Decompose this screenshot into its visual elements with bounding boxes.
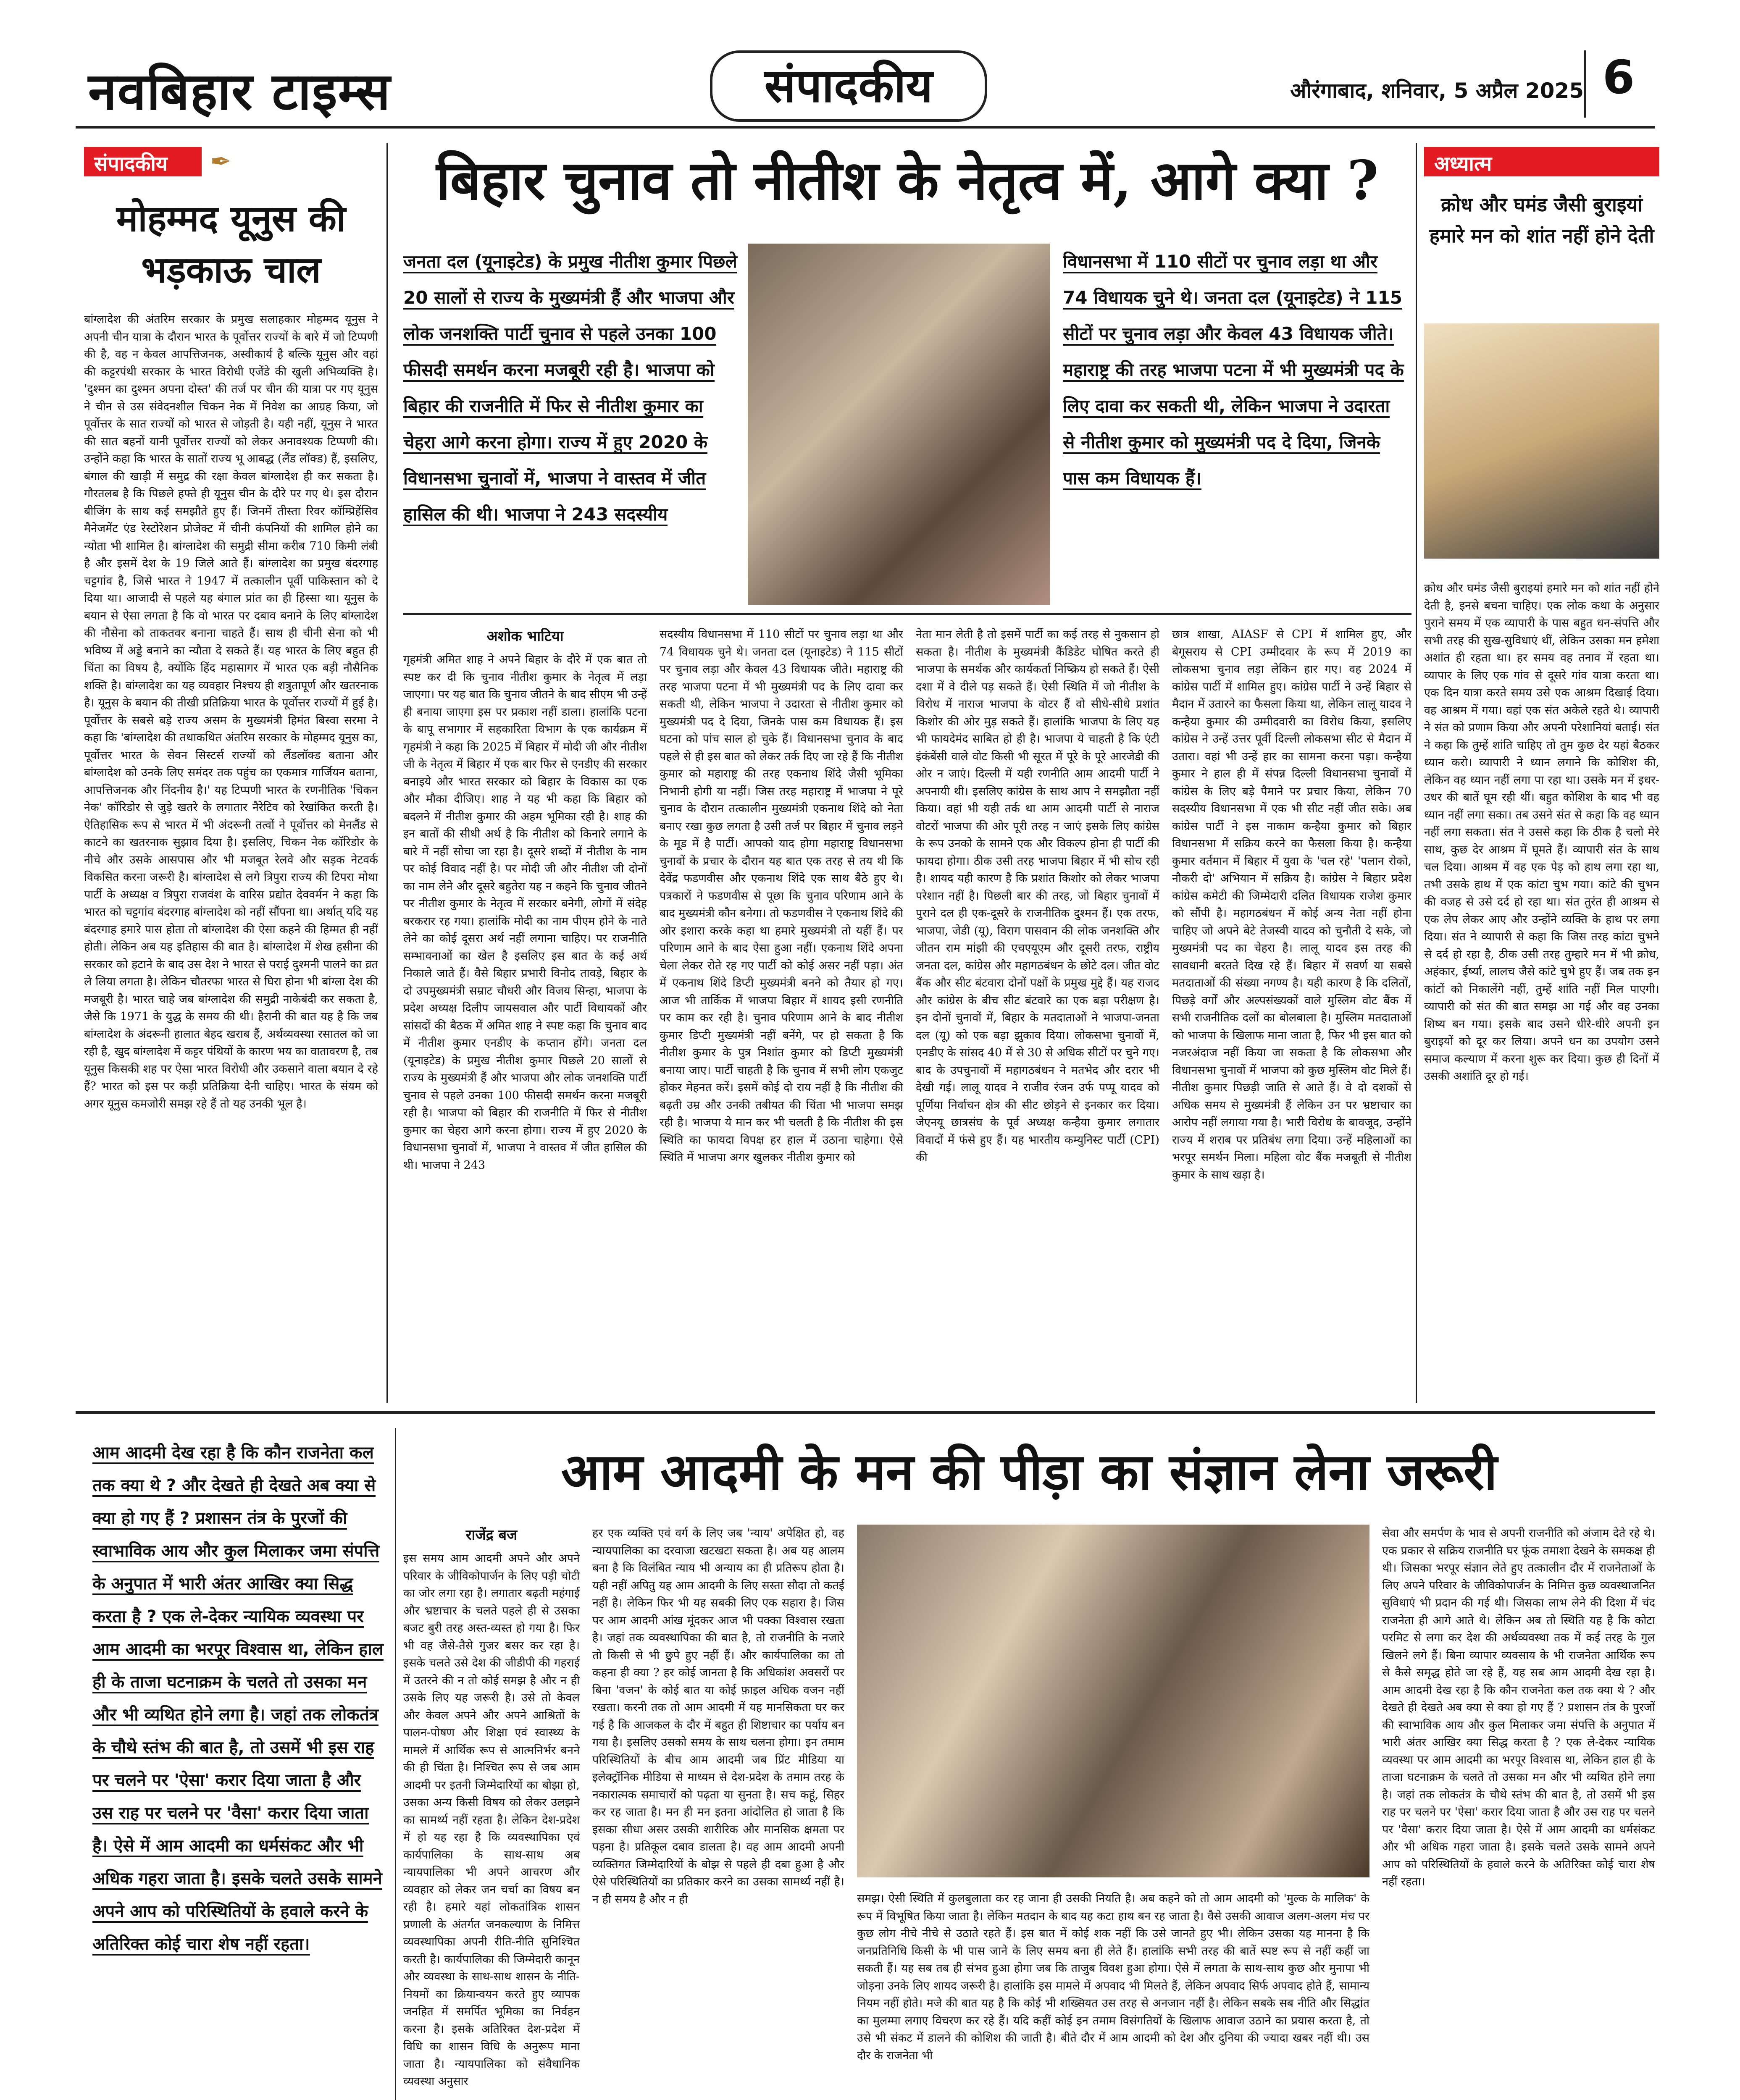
masthead-rule (76, 126, 1655, 129)
adhyatm-column (1424, 143, 1659, 1403)
main-headline: बिहार चुनाव तो नीतीश के नेतृत्व में, आगे क्या ? (436, 149, 1379, 212)
second-col-2: हर एक व्यक्ति एवं वर्ग के लिए जब 'न्याय' अपेक्षित हो, वह न्यायपालिका का दरवाजा खटखटा सकता है। अब यह आलम बना है कि विलंबित न्याय भी अन्याय का ही प्रतिरूप होता है। यही नहीं अपितु यह आम आदमी के लिए सस्ता सौदा तो कतई नहीं है। लेकिन फिर भी यह सबकी लिए एक सहारा है। जिस पर आम आदमी आंख मूंदकर आज भी पक्का विश्वास रखता है। जहां तक व्यवस्थापिका की बात है, तो राजनीति के नजारे तो किसी से भी छुपे हुए नहीं हैं। और कार्यपालिका का तो कहना ही क्या ? हर कोई जानता है कि अधिकांश अवसरों पर बिना 'वजन' के कोई बात या कोई फ़ाइल अधिक वजन नहीं रखता। करनी तक तो आम आदमी में यह मानसिकता घर कर गई है कि आजकल के दौर में बहुत ही शिष्टाचार का पर्याय बन गया है। इसलिए उसको समय के साथ चलना होगा। इन तमाम परिस्थितियों के बीच आम आदमी जब प्रिंट मीडिया या इलेक्ट्रॉनिक मीडिया से माध्यम से देश-प्रदेश के तमाम तरह के नकारात्मक समाचारों को पढ़ता या सुनता है। सच कहूं, सिहर कर रह जाता है। मन ही मन इतना आंदोलित हो जाता है कि इसका सीधा असर उसकी शारीरिक और मानसिक क्षमता पर पड़ना है। प्रतिकूल दबाव डालता है। वह आम आदमी अपनी व्यक्तिगत जिम्मेदारियों के बोझ से पहले ही दबा हुआ है और ऐसे परिस्थितियों का प्रतिकार करने का उसका सामर्थ्य नहीं है। न ही समय है और न ही (592, 1527, 844, 1906)
right-column-divider (1416, 143, 1417, 1403)
editorial-body: बांग्लादेश की अंतरिम सरकार के प्रमुख सलाहकार मोहम्मद यूनुस ने अपनी चीन यात्रा के दौरान भारत के पूर्वोत्तर राज्यों के बारे में जो टिप्पणी की है, वह न केवल आपत्तिजनक, अस्वीकार्य है बल्कि यूनुस और वहां की कट्टरपंथी सरकार के भारत विरोधी एजेंडे की खुली अभिव्यक्ति है। 'दुश्मन का दुश्मन अपना दोस्त' की तर्ज पर चीन की यात्रा पर गए यूनुस ने चीन से उस संवेदनशील चिकन नेक में निवेश का आग्रह किया, जो पूर्वोत्तर के सात राज्यों को भारत से जोड़ती है। यही नहीं, यूनुस ने भारत की सात बहनों यानी पूर्वोत्तर राज्यों को लेकर अनावश्यक टिप्पणी की। उन्होंने कहा कि भारत के सातों राज्य भू आबद्ध (लैंड लॉक्ड) हैं, इसलिए, बंगाल की खाड़ी में समुद्र की रक्षा केवल बांग्लादेश ही कर सकता है। गौरतलब है कि पिछले हफ्ते ही यूनुस चीन के दौरे पर गए थे। इस दौरान बीजिंग के साथ कई समझौते हुए हैं। जिनमें तीस्ता रिवर कॉम्प्रिहेंसिव मैनेजमेंट एंड रेस्टोरेशन प्रोजेक्ट में चीनी कंपनियों की शामिल होने का न्योता भी शामिल है। बांग्लादेश की समुद्री सीमा करीब 710 किमी लंबी है और इसमें देश के 19 जिले आते हैं। बांग्लादेश का प्रमुख बंदरगाह चट्टगांव है, जिसे भारत ने 1947 में तत्कालीन पूर्वी पाकिस्तान को दे दिया था। आजादी से पहले यह बंगाल प्रांत का ही हिस्सा था। यूनुस के बयान से ऐसा लगता है कि वो भारत पर दबाव बनाने के लिए बांग्लादेश की नौसेना को ताकतवर बनाना चाहते हैं। साथ ही चीनी सेना को भी भविष्य में अड्डे बनाने का न्यौता दे सकते हैं। यह भारत के लिए बहुत ही चिंता का विषय है, क्योंकि हिंद महासागर में भारत एक बड़ी नौसैनिक शक्ति है। बांग्लादेश का यह व्यवहार निश्चय ही शत्रुतापूर्ण और खतरनाक है। यूनुस के बयान की तीखी प्रतिक्रिया भारत के पूर्वोत्तर राज्यों में हुई है। पूर्वोत्तर के सबसे बड़े राज्य असम के मुख्यमंत्री हिमंत बिस्वा सरमा ने कहा कि 'बांग्लादेश की तथाकथित अंतरिम सरकार के मोहम्मद यूनुस का, पूर्वोत्तर भारत के सेवन सिस्टर्स राज्यों को लैंडलॉक्ड बताना और बांग्लादेश को उनके लिए समंदर तक पहुंच का एकमात्र गार्जियन बताना, आपत्तिजनक और निंदनीय है।' यह टिप्पणी भारत के रणनीतिक 'चिकन नेक' कॉरिडोर से जुड़े खतरे के लगातार नैरेटिव को रेखांकित करती है। ऐतिहासिक रूप से भारत में भी अंदरूनी तत्वों ने पूर्वोत्तर को मेनलैंड से काटने का खतरनाक सुझाव दिया है। इसलिए, चिकन नेक कॉरिडोर के नीचे और उसके आसपास और भी मजबूत रेलवे और सड़क नेटवर्क विकसित करना जरूरी है। बांग्लादेश से लगे त्रिपुरा राज्य की टिपरा मोथा पार्टी के अध्यक्ष व त्रिपुरा राजवंश के वारिस प्रद्योत देववर्मन ने कहा कि भारत को चट्टगांव बंदरगाह बांग्लादेश को नहीं सौंपना था। अर्थात् यदि यह बंदरगाह हमारे पास होता तो बांग्लादेश की ऐसा कहने की हिम्मत ही नहीं होती। लेकिन अब यह इतिहास की बात है। बांग्लादेश में शेख हसीना की सरकार को हटाने के बाद उस देश ने भारत से पराई दुश्मनी पालने का व्रत ले लिया लगता है। लेकिन चौतरफा भारत से घिरा होना भी बांग्ला देश की मजबूरी है। भारत चाहे जब बांग्लादेश की समुद्री नाकेबंदी कर सकता है, जैसे कि 1971 के युद्ध के समय की थी। हैरानी की बात यह है कि जब बांग्लादेश के अंदरूनी हालात बेहद खराब हैं, अर्थव्यवस्था रसातल को जा रही है, खुद बांग्लादेश में कट्टर पंथियों के कारण भय का वातावरण है, तब यूनुस किसकी शह पर ऐसा भारत विरोधी और उकसाने वाला बयान दे रहे हैं? भारत को इस पर कड़ी प्रतिक्रिया देनी चाहिए। भारत के संयम को अगर यूनुस कमजोरी समझ रहे हैं तो यह उनकी भूल है। (84, 313, 378, 1110)
editorial-label: संपादकीय (84, 147, 202, 176)
pen-icon: ✒ (210, 147, 231, 176)
photo-market-crowd (857, 1525, 1369, 1877)
second-col-4: सेवा और समर्पण के भाव से अपनी राजनीति को अंजाम देते रहे थे। एक प्रकार से सक्रिय राजनीति घर फूंक तमाशा देखने के समकक्ष ही थी। जिसका भरपूर संज्ञान लेते हुए तत्कालीन दौर में राजनेताओं के लिए अपने परिवार के जीविकोपार्जन के निमित्त कुछ व्यवस्थाजनित सुविधाएं भी प्रदान की गई थी। जिसका लाभ लेने की दिशा में चंद राजनेता ही आगे आते थे। लेकिन अब तो स्थिति यह है कि कोटा परमिट से लगा कर देश की अर्थव्यवस्था तक में कई तरह के गुल खिलने लगे हैं। बिना व्यापार व्यवसाय के भी राजनेता आर्थिक रूप से कैसे समृद्ध होते जा रहे हैं, यह सब आम आदमी देख रहा है। आम आदमी देख रहा है कि कौन राजनेता कल तक क्या थे ? और देखते ही देखते अब क्या से क्या हो गए हैं ? प्रशासन तंत्र के पुरजों की स्वाभाविक आय और कुल मिलाकर जमा संपत्ति के अनुपात में भारी अंतर आखिर क्या सिद्ध करता है ? एक ले-देकर न्यायिक व्यवस्था पर आम आदमी का भरपूर विश्वास था, लेकिन हाल ही के ताजा घटनाक्रम के चलते तो उसका मन और भी व्यथित होने लगा है। जहां तक लोकतंत्र के चौथे स्तंभ की बात है, तो उसमें भी इस राह पर चलने पर 'ऐसा' करार दिया जाता है और उस राह पर चलने पर 'वैसा' करार दिया जाता है। ऐसे में आम आदमी का धर्मसंकट और भी अधिक गहरा जाता है। इसके चलते उसके सामने अपने आप को परिस्थितियों के हवाले करने के अतिरिक्त कोई चारा शेष नहीं रहता। (1382, 1527, 1655, 1888)
photo-sage (1424, 323, 1659, 559)
main-col-1: गृहमंत्री अमित शाह ने अपने बिहार के दौरे में एक बात तो स्पष्ट कर दी कि चुनाव नीतीश कुमार के नेतृत्व में लड़ा जाएगा। पर यह बात कि चुनाव जीतने के बाद सीएम भी उन्हें ही बनाया जाएगा इस पर प्रकाश नहीं डाला। हालांकि पटना के बापू सभागार में सहकारिता विभाग के एक कार्यक्रम में गृहमंत्री ने कहा कि 2025 में बिहार में मोदी जी और नीतीश जी के नेतृत्व में बिहार में एक बार फिर से एनडीए की सरकार बनाइये और भारत सरकार को बिहार के विकास का एक और मौका दीजिए। शाह ने यह भी कहा कि बिहार को बदलने में नीतीश कुमार की अहम भूमिका रही है। शाह की इन बातों की सीधी अर्थ है कि नीतीश को किनारे लगाने के बारे में नहीं सोचा जा रहा है। दूसरे शब्दों में नीतीश के नाम पर कोई विवाद नहीं है। पर मोदी जी और नीतीश जी दोनों का नाम लेने और दूसरे बहुतेरा यह न कहने कि चुनाव जीतने पर नीतीश कुमार के नेतृत्व में सरकार बनेगी, लोगों में संदेह बरकरार रह गया। हालांकि मोदी का नाम पीएम होने के नाते लेने का कोई दूसरा अर्थ नहीं लगाना चाहिए। पर राजनीति सम्भावनाओं का खेल है इसलिए इस बात के कई अर्थ निकाले जाते हैं। वैसे बिहार प्रभारी विनोद तावड़े, बिहार के दो उपमुख्यमंत्री सम्राट चौधरी और विजय सिन्हा, भाजपा के प्रदेश अध्यक्ष दिलीप जायसवाल और पार्टी विधायकों और सांसदों की बैठक में अमित शाह ने स्पष्ट कहा कि चुनाव बाद में नीतीश कुमार एनडीए के कप्तान होंगे। जनता दल (यूनाइटेड) के प्रमुख नीतीश कुमार पिछले 20 सालों से राज्य के मुख्यमंत्री हैं और भाजपा और लोक जनशक्ति पार्टी चुनाव से पहले उनका 100 फीसदी समर्थन करना मजबूरी रही है। भाजपा को बिहार की राजनीति में फिर से नीतीश कुमार का चेहरा आगे करना होगा। राज्य में हुए 2020 के विधानसभा चुनावों में, भाजपा ने वास्तव में जीत हासिल की थी। भाजपा ने 243 (403, 653, 647, 1172)
main-col-4: छात्र शाखा, AIASF से CPI में शामिल हुए, और बेगूसराय से CPI उम्मीदवार के रूप में 2019 का लोकसभा चुनाव लड़ा लेकिन हार गए। वह 2024 में कांग्रेस पार्टी में शामिल हुए। कांग्रेस पार्टी ने उन्हें बिहार से मैदान में उतारने का फैसला किया था, लेकिन लालू यादव ने कन्हैया कुमार की उम्मीदवारी का विरोध किया, इसलिए कांग्रेस ने उन्हें उत्तर पूर्वी दिल्ली लोकसभा सीट से मैदान में उतारा। वहां भी उन्हें हार का सामना करना पड़ा। कन्हैया कुमार ने हाल ही में संपन्न दिल्ली विधानसभा चुनावों में कांग्रेस के लिए बड़े पैमाने पर प्रचार किया, लेकिन 70 सदस्यीय विधानसभा में एक भी सीट नहीं जीत सके। अब कांग्रेस पार्टी ने इस नाकाम कन्हैया कुमार को बिहार विधानसभा में सक्रिय करने का फैसला किया है। कन्हैया कुमार वर्तमान में बिहार में युवा के 'चल रहे' 'पलान रोको, नौकरी दो' अभियान में सक्रिय है। कांग्रेस ने बिहार प्रदेश कांग्रेस कमेटी की जिम्मेदारी दलित विधायक राजेश कुमार को सौंपी है। महागठबंधन में कोई अन्य नेता नहीं होना चाहिए जो अपने बेटे तेजस्वी यादव को चुनौती दे सके, जो मुख्यमंत्री पद का चेहरा है। लालू यादव इस तरह की सावधानी बरतते दिख रहे हैं। बिहार में सवर्ण या सबसे मतदाताओं की संख्या नगण्य है। यही कारण है कि दलितों, पिछड़े वर्गों और अल्पसंख्यकों वाले मुस्लिम वोट बैंक में सभी राजनीतिक दलों का बोलबाला है। मुस्लिम मतदाताओं को भाजपा के खिलाफ माना जाता है, फिर भी इस बात को नजरअंदाज नहीं किया जा सकता है कि लोकसभा और विधानसभा चुनावों में भाजपा को कुछ मुस्लिम वोट मिले हैं। नीतीश कुमार पिछड़ी जाति से आते हैं। वे दो दशकों से अधिक समय से मुख्यमंत्री हैं लेकिन उन पर भ्रष्टाचार का आरोप नहीं लगाया गया है। भारी विरोध के बावजूद, उन्होंने राज्य में शराब पर प्रतिबंध लगा दिया। उन्हें महिलाओं का भरपूर समर्थन मिला। महिला वोट बैंक मजबूती से नीतीश कुमार के साथ खड़ा है। (1172, 628, 1411, 1181)
second-byline: राजेंद्र बज (465, 1527, 518, 1544)
main-col-2: सदस्यीय विधानसभा में 110 सीटों पर चुनाव लड़ा था और 74 विधायक चुने थे। जनता दल (यूनाइटेड) ने 115 सीटों पर चुनाव लड़ा और केवल 43 विधायक जीते। महाराष्ट्र की तरह भाजपा पटना में भी मुख्यमंत्री पद के लिए दावा कर सकती थी, लेकिन भाजपा ने उदारता से नीतीश कुमार को मुख्यमंत्री पद दे दिया, जिनके पास कम विधायक हैं। इस घटना को पांच साल हो चुके हैं। विधानसभा चुनाव के बाद पहले से ही इस बात को लेकर तर्क दिए जा रहे हैं कि नीतीश कुमार को महाराष्ट्र की तरह एकनाथ शिंदे जैसी भूमिका निभानी होगी या नहीं। जिस तरह महाराष्ट्र में भाजपा ने पूरे चुनाव के दौरान तत्कालीन मुख्यमंत्री एकनाथ शिंदे को नेता बनाए रखा कुछ लगता है उसी तर्ज पर बिहार में चुनाव लड़ने के मूड में है पार्टी। आपको याद होगा महाराष्ट्र विधानसभा चुनावों के प्रचार के दौरान यह बात एक तरह से तय थी कि देवेंद्र फडणवीस और एकनाथ शिंदे एक साथ बैठे हुए थे। पत्रकारों ने फडणवीस से पूछा कि चुनाव परिणाम आने के बाद मुख्यमंत्री कौन बनेगा। तो फडणवीस ने एकनाथ शिंदे की ओर इशारा करके कहा था हमारे मुख्यमंत्री तो यहीं हैं। पर परिणाम आने के बाद ऐसा हुआ नहीं। एकनाथ शिंदे अपना चेला लेकर रोते रह गए पार्टी को कोई असर नहीं पड़ा। अंत में एकनाथ शिंदे डिप्टी मुख्यमंत्री बनने को तैयार हो गए। आज भी तार्किक में भाजपा बिहार में शायद इसी रणनीति पर काम कर रही है। चुनाव परिणाम आने के बाद नीतीश कुमार डिप्टी मुख्यमंत्री नहीं बनेंगे, पर हो सकता है कि नीतीश कुमार के पुत्र निशांत कुमार को डिप्टी मुख्यमंत्री बनाया जाए। पार्टी चाहती है कि चुनाव में सभी लोग एकजुट होकर मेहनत करें। इसमें कोई दो राय नहीं है कि नीतीश की बढ़ती उम्र और उनकी तबीयत की चिंता भी भाजपा समझ रही है। भाजपा ये मान कर भी चलती है कि नीतीश की इस स्थिति का फायदा विपक्ष हर हाल में उठाना चाहेगा। ऐसे स्थिति में भाजपा अगर खुलकर नीतीश कुमार को (660, 628, 903, 1164)
section-rule-mid (76, 1411, 1655, 1414)
adhyatm-label: अध्यात्म (1424, 147, 1659, 176)
main-quote-rule (403, 613, 1411, 615)
second-col-3: समझ। ऐसी स्थिति में कुलबुलाता कर रह जाना ही उसकी नियति है। अब कहने को तो आम आदमी को 'मुल्क के मालिक' के रूप में विभूषित किया जाता है। लेकिन मतदान के बाद यह कटा हाथ बन रह जाता है। वैसे उसकी आवाज अलग-अलग मंच पर कुछ लोग नीचे नीचे से उठाते रहते हैं। इस बात में कोई शक नहीं कि उसे जानते हुए भी। लेकिन उसका यह मानना है कि जनप्रतिनिधि किसी के भी पास जाने के लिए समय बना ही लेते हैं। हालांकि सभी तरह की बातें स्पष्ट रूप से नहीं कहीं जा सकती हैं। यह सब तब ही संभव हुआ होगा जब कि ताजुब विवश हुआ होगा। ऐसे में लगता के साथ-साथ कुछ और मुनापा भी जोड़ना उनके लिए शायद जरूरी है। हालांकि इस मामले में अपवाद भी मिलते हैं, लेकिन अपवाद सिर्फ अपवाद होते हैं, सामान्य नियम नहीं होते। मजे की बात यह है कि कोई भी शख्सियत उस तरह से अनजान नहीं है। लेकिन सबके सब नीति और सिद्धांत का मुलम्मा लगाए विचरण कर रहे हैं। यदि कहीं कोई इन तमाम विसंगतियों के खिलाफ आवाज उठाने का प्रयास करता है, तो उसे भी संकट में डालने की कोशिश की जाती है। बीते दौर में आम आदमी को देश और दुनिया की ज्यादा खबर नहीं थी। उस दौर के राजनेता भी (857, 1892, 1369, 2062)
main-byline: अशोक भाटिया (486, 628, 564, 645)
photo-leaders (748, 244, 1050, 605)
section-tab: संपादकीय (710, 50, 987, 122)
main-pull-quote-right: विधानसभा में 110 सीटों पर चुनाव लड़ा था और 74 विधायक चुने थे। जनता दल (यूनाइटेड) ने 115 सीटों पर चुनाव लड़ा और केवल 43 विधायक जीते। महाराष्ट्र की तरह भाजपा पटना में भी मुख्यमंत्री पद के लिए दावा कर सकती थी, लेकिन भाजपा ने उदारता से नीतीश कुमार को मुख्यमंत्री पद दे दिया, जिनके पास कम विधायक हैं। (1063, 244, 1407, 605)
editorial-divider (386, 143, 388, 1403)
second-headline: आम आदमी के मन की पीड़ा का संज्ञान लेना जरूरी (561, 1442, 1498, 1502)
second-pull-quote: आम आदमी देख रहा है कि कौन राजनेता कल तक क्या थे ? और देखते ही देखते अब क्या से क्या हो गए हैं ? प्रशासन तंत्र के पुरजों की स्वाभाविक आय और कुल मिलाकर जमा संपत्ति के अनुपात में भारी अंतर आखिर क्या सिद्ध करता है ? एक ले-देकर न्यायिक व्यवस्था पर आम आदमी का भरपूर विश्वास था, लेकिन हाल ही के ताजा घटनाक्रम के चलते तो उसका मन और भी व्यथित होने लगा है। जहां तक लोकतंत्र के चौथे स्तंभ की बात है, तो उसमें भी इस राह पर चलने पर 'ऐसा' करार दिया जाता है और उस राह पर चलने पर 'वैसा' करार दिया जाता है। ऐसे में आम आदमी का धर्मसंकट और भी अधिक गहरा जाता है। इसके चलते उसके सामने अपने आप को परिस्थितियों के हवाले करने के अतिरिक्त कोई चारा शेष नहीं रहता। (92, 1436, 386, 2092)
masthead-title: नवबिहार टाइम्स (88, 61, 391, 121)
second-col-1: इस समय आम आदमी अपने और अपने परिवार के जीविकोपार्जन के लिए पड़ी चोटी का जोर लगा रहा है। लगातार बढ़ती महंगाई और भ्रष्टाचार के चलते पहले ही से उसका बजट बुरी तरह अस्त-व्यस्त हो गया है। फिर भी वह जैसे-तैसे गुजर बसर कर रहा है। इसके चलते उसे देश की जीडीपी की गहराई में उतरने की न तो कोई समझ है और न ही उसके लिए यह जरूरी है। उसे तो केवल और केवल अपने और अपने आश्रितों के पालन-पोषण और शिक्षा एवं स्वास्थ्य के मामले में आर्थिक रूप से आत्मनिर्भर बनने की ही चिंता है। निश्चित रूप से जब आम आदमी पर इतनी जिम्मेदारियों का बोझा हो, उसका अन्य किसी विषय को लेकर उलझने का सामर्थ्य नहीं रहता है। लेकिन देश-प्रदेश में हो यह रहा है कि व्यवस्थापिका एवं कार्यपालिका के साथ-साथ अब न्यायपालिका भी अपने आचरण और व्यवहार को लेकर जन चर्चा का विषय बन रही है। हमारे यहां लोकतांत्रिक शासन प्रणाली के अंतर्गत जनकल्याण के निमित्त व्यवस्थापिका अपनी रीति-नीति सुनिश्चित करती है। कार्यपालिका की जिम्मेदारी कानून और व्यवस्था के साथ-साथ शासन के नीति-नियमों का क्रियान्वयन करते हुए व्यापक जनहित में समर्पित भूमिका का निर्वहन करना है। इसके अतिरिक्त देश-प्रदेश में विधि का शासन विधि के अनुरूप माना जाता है। न्यायपालिका को संवैधानिक व्यवस्था अनुसार (403, 1552, 580, 2088)
adhyatm-headline: क्रोध और घमंड जैसी बुराइयां हमारे मन को शांत नहीं होने देती (1429, 193, 1654, 247)
editorial-column (84, 143, 378, 1403)
main-pull-quote-left: जनता दल (यूनाइटेड) के प्रमुख नीतीश कुमार पिछले 20 सालों से राज्य के मुख्यमंत्री हैं और भाजपा और लोक जनशक्ति पार्टी चुनाव से पहले उनका 100 फीसदी समर्थन करना मजबूरी रही है। भाजपा को बिहार की राजनीति में फिर से नीतीश कुमार का चेहरा आगे करना होगा। राज्य में हुए 2020 के विधानसभा चुनावों में, भाजपा ने वास्तव में जीत हासिल की थी। भाजपा ने 243 सदस्यीय (403, 244, 739, 605)
page-number: 6 (1584, 50, 1651, 118)
second-divider (395, 1428, 396, 2100)
dateline: औरंगाबाद, शनिवार, 5 अप्रैल 2025 (1290, 79, 1584, 103)
adhyatm-body: क्रोध और घमंड जैसी बुराइयां हमारे मन को शांत नहीं होने देती है, इनसे बचना चाहिए। एक लोक कथा के अनुसार पुराने समय में एक व्यापारी के पास बहुत धन-संपत्ति और सभी तरह की सुख-सुविधाएं थीं, लेकिन उसका मन हमेशा अशांत ही रहता था। हर समय वह तनाव में रहता था। व्यापार के लिए एक गांव से दूसरे गांव यात्रा करता था। एक दिन यात्रा करते समय उसे एक आश्रम दिखाई दिया। वह आश्रम में गया। वहां एक संत अकेले रहते थे। व्यापारी ने संत को प्रणाम किया और अपनी परेशानियां बताई। संत ने कहा कि तुम्हें शांति चाहिए तो तुम कुछ देर यहां बैठकर ध्यान करो। व्यापारी ने ध्यान लगाने कि कोशिश की, लेकिन वह ध्यान नहीं लगा पा रहा था। उसके मन में इधर-उधर की बातें घूम रही थीं। बहुत कोशिश के बाद भी वह ध्यान नहीं लगा सका। तब उसने संत से कहा कि वह ध्यान नहीं लगा सकता। संत ने उससे कहा कि ठीक है चलो मेरे साथ, कुछ देर आश्रम में घूमते हैं। व्यापारी संत के साथ चल दिया। आश्रम में वह एक पेड़ को हाथ लगा रहा था, तभी उसके हाथ में एक कांटा चुभ गया। कांटे की चुभन की वजह से उसे दर्द हो रहा था। संत तुरंत ही आश्रम से एक लेप लेकर आए और उन्होंने व्यक्ति के हाथ पर लगा दिया। संत ने व्यापारी से कहा कि जिस तरह कांटा चुभने से दर्द हो रहा है, ठीक उसी तरह तुम्हारे मन में भी क्रोध, अहंकार, ईर्ष्या, लालच जैसे कांटे चुभे हुए हैं। जब तक इन कांटों को निकालेंगे नहीं, तुम्हें शांति नहीं मिल पाएगी। व्यापारी को संत की बात समझ आ गई और वह उनका शिष्य बन गया। इसके बाद उसने धीरे-धीरे अपनी इन बुराइयों को दूर कर लिया। अपने धन का उपयोग उसने समाज कल्याण में करना शुरू कर दिया। कुछ ही दिनों में उसकी अशांति दूर हो गई। (1424, 582, 1659, 1083)
main-col-3: नेता मान लेती है तो इसमें पार्टी का कई तरह से नुकसान हो सकता है। नीतीश के मुख्यमंत्री कैंडिडेट घोषित करते ही भाजपा के समर्थक और कार्यकर्ता निष्क्रिय हो सकते हैं। ऐसी दशा में वे दीले पड़ सकते हैं। ऐसी स्थिति में जो नीतीश के विरोध में नाराज भाजपा के वोटर हैं वो सीधे-सीधे प्रशांत किशोर की ओर मुड़ सकते हैं। हालांकि भाजपा के लिए यह भी फायदेमंद साबित हो ही है। भाजपा ये चाहती है कि एंटी इंकंबेंसी वाले वोट किसी भी सूरत में पूरे के पूरे आरजेडी की ओर न जाएं। दिल्ली में यही रणनीति आम आदमी पार्टी ने अपनायी थी। इसलिए कांग्रेस के साथ आप ने समझौता नहीं किया। वहां भी यही तर्क था आम आदमी पार्टी से नाराज वोटरों भाजपा की ओर पूरी तरह न जाएं इसके लिए कांग्रेस के रूप उनको के सामने एक और विकल्प होना ही पार्टी की फायदा होगा। ठीक उसी तरह भाजपा बिहार में भी सोच रही है। शायद यही कारण है कि प्रशांत किशोर को लेकर भाजपा परेशान नहीं है। पिछली बार की तरह, जो बिहार चुनावों में पुराने दल ही एक-दूसरे के राजनीतिक दुश्मन हैं। एक तरफ, भाजपा, जेडी (यू), विराग पासवान की लोक जनशक्ति और जीतन राम मांझी की एचएयूएम और दूसरी तरफ, राष्ट्रीय जनता दल, कांग्रेस और महागठबंधन के छोटे दल। जीत वोट बैंक और सीट बंटवारा दोनों पक्षों के प्रमुख मुद्दे हैं। यह राजद और कांग्रेस के बीच सीट बंटवारे का एक बड़ा परीक्षण है। इन दोनों चुनावों में, बिहार के मतदाताओं ने भाजपा-जनता दल (यू) को एक बड़ा झुकाव दिया। लोकसभा चुनावों में, एनडीए के सांसद 40 में से 30 से अधिक सीटों पर चुने गए। बाद के उपचुनावों में महागठबंधन ने मतभेद और दरार भी देखी गई। लालू यादव ने राजीव रंजन उर्फ पप्पू यादव को पूर्णिया निर्वाचन क्षेत्र की सीट छोड़ने से इनकार कर दिया। जेएनयू छात्रसंघ के पूर्व अध्यक्ष कन्हैया कुमार लगातार विवादों में फंसे हुए हैं। यह भारतीय कम्युनिस्ट पार्टी (CPI) की (916, 628, 1159, 1164)
editorial-headline: मोहम्मद यूनुस की भड़काऊ चाल (116, 197, 346, 291)
